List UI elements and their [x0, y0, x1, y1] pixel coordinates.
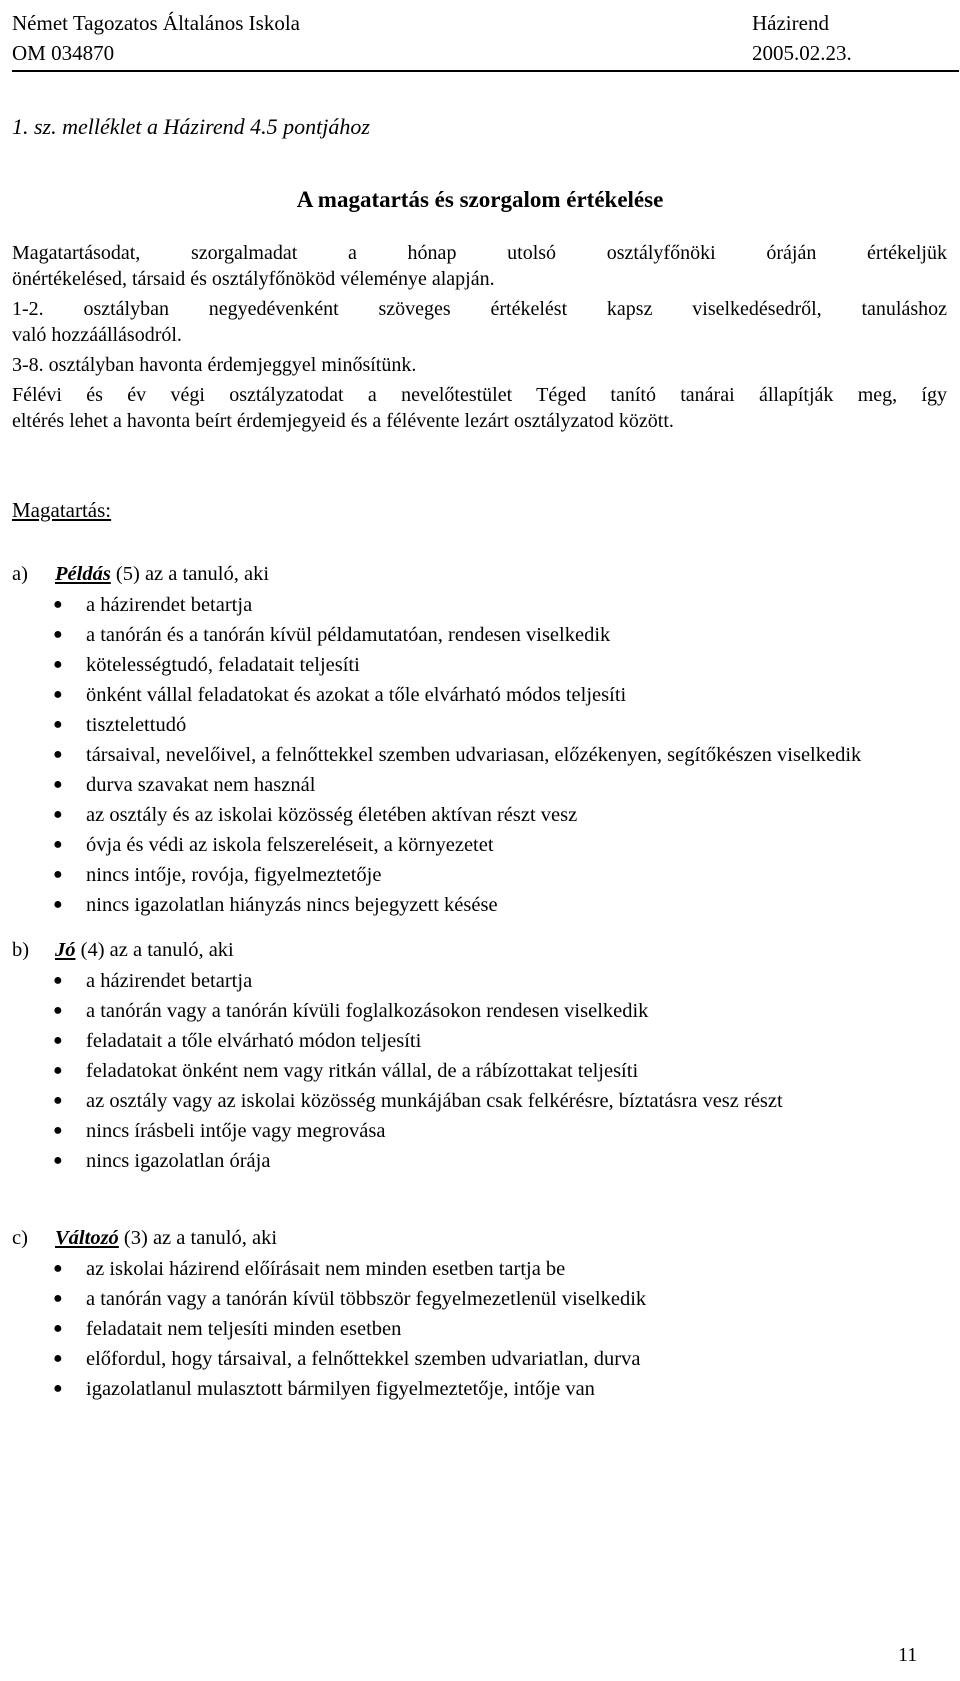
grade-heading [12, 558, 947, 590]
list-item: ● nincs igazolatlan hiányzás nincs bejegyzett késése [12, 890, 947, 920]
bullet-icon: ● [53, 1290, 63, 1307]
list-item: ● durva szavakat nem használ [12, 770, 947, 800]
list-item: ● feladatokat önként nem vagy ritkán vállal, de a rábízottakat teljesíti [12, 1056, 947, 1086]
criteria-list [12, 1254, 947, 1404]
list-item: ● kötelességtudó, feladatait teljesíti [12, 650, 947, 680]
grade-name: Változó [55, 1227, 119, 1249]
document-name: Házirend [752, 11, 829, 35]
list-item: ● az osztály vagy az iskolai közösség munkájában csak felkérésre, bíztatásra vesz részt [12, 1086, 947, 1116]
bullet-icon: ● [53, 806, 63, 823]
list-item: ● feladatait nem teljesíti minden esetben [12, 1314, 947, 1344]
bullet-icon: ● [53, 716, 63, 733]
list-item: ● a házirendet betartja [12, 590, 947, 620]
bullet-icon: ● [53, 1320, 63, 1337]
bullet-icon: ● [53, 1350, 63, 1367]
intro-line-4: való hozzáállásodról. [12, 324, 182, 346]
bullet-icon: ● [53, 596, 63, 613]
bullet-icon: ● [53, 1380, 63, 1397]
bullet-icon: ● [53, 656, 63, 673]
bullet-icon: ● [53, 626, 63, 643]
grade-letter: a) [12, 563, 28, 585]
school-name: Német Tagozatos Általános Iskola [12, 11, 300, 35]
intro-line-7: eltérés lehet a havonta beírt érdemjegyeid és a félévente lezárt osztályzatod között. [12, 410, 674, 432]
bullet-icon: ● [53, 1260, 63, 1277]
intro-line-5: 3-8. osztályban havonta érdemjeggyel minősítünk. [12, 354, 417, 376]
list-item: ● a tanórán vagy a tanórán kívül többször fegyelmezetlenül viselkedik [12, 1284, 947, 1314]
grade-letter: c) [12, 1227, 28, 1249]
page-title: A magatartás és szorgalom értékelése [296, 187, 664, 212]
intro-line-6: Félévi és év végi osztályzatodat a nevelőtestület Téged tanító tanárai állapítják meg, így [12, 384, 947, 406]
grade-heading [12, 934, 947, 966]
bullet-icon: ● [53, 776, 63, 793]
bullet-icon: ● [53, 1122, 63, 1139]
bullet-icon: ● [53, 866, 63, 883]
om-number: OM 034870 [12, 41, 115, 65]
list-item: ● előfordul, hogy társaival, a felnőttekkel szemben udvariatlan, durva [12, 1344, 947, 1374]
grade-group-good [12, 934, 947, 1176]
grade-desc: (5) az a tanuló, aki [110, 563, 270, 585]
grade-group-variable [12, 1222, 947, 1404]
grade-name: Jó [55, 939, 76, 961]
grade-heading [12, 1222, 947, 1254]
bullet-icon: ● [53, 1062, 63, 1079]
bullet-icon: ● [53, 896, 63, 913]
list-item: ● a tanórán és a tanórán kívül példamutatóan, rendesen viselkedik [12, 620, 947, 650]
list-item: ● önként vállal feladatokat és azokat a tőle elvárható módos teljesíti [12, 680, 947, 710]
document-date: 2005.02.23. [752, 41, 852, 65]
list-item: ● tisztelettudó [12, 710, 947, 740]
grade-name: Példás [55, 563, 111, 585]
bullet-icon: ● [53, 1002, 63, 1019]
grade-letter: b) [12, 939, 30, 961]
page-number: 11 [898, 1644, 918, 1666]
section-title-behavior: Magatartás: [12, 498, 112, 522]
list-item: ● óvja és védi az iskola felszereléseit, a környezetet [12, 830, 947, 860]
bullet-icon: ● [53, 1032, 63, 1049]
list-item: ● igazolatlanul mulasztott bármilyen figyelmeztetője, intője van [12, 1374, 947, 1404]
list-item: ● a házirendet betartja [12, 966, 947, 996]
page-header [12, 8, 959, 72]
annex-label: 1. sz. melléklet a Házirend 4.5 pontjához [12, 114, 370, 139]
list-item: ● nincs intője, rovója, figyelmeztetője [12, 860, 947, 890]
list-item: ● nincs írásbeli intője vagy megrovása [12, 1116, 947, 1146]
list-item: ● társaival, nevelőivel, a felnőttekkel szemben udvariasan, előzékenyen, segítőkészen viselkedik [12, 740, 947, 770]
intro-line-1: Magatartásodat, szorgalmadat a hónap utolsó osztályfőnöki óráján értékeljük [12, 242, 947, 264]
bullet-icon: ● [53, 746, 63, 763]
list-item: ● nincs igazolatlan órája [12, 1146, 947, 1176]
criteria-list [12, 966, 947, 1176]
bullet-icon: ● [53, 836, 63, 853]
bullet-icon: ● [53, 1092, 63, 1109]
bullet-icon: ● [53, 1152, 63, 1169]
grade-desc: (4) az a tanuló, aki [75, 939, 234, 961]
intro-line-2: önértékelésed, társaid és osztályfőnököd véleménye alapján. [12, 268, 495, 290]
list-item: ● a tanórán vagy a tanórán kívüli foglalkozásokon rendesen viselkedik [12, 996, 947, 1026]
criteria-list [12, 590, 947, 920]
list-item: ● az osztály és az iskolai közösség életében aktívan részt vesz [12, 800, 947, 830]
list-item: ● feladatait a tőle elvárható módon teljesíti [12, 1026, 947, 1056]
intro-line-3: 1-2. osztályban negyedévenként szöveges értékelést kapsz viselkedésedről, tanuláshoz [12, 298, 947, 320]
grade-desc: (3) az a tanuló, aki [118, 1227, 278, 1249]
bullet-icon: ● [53, 686, 63, 703]
grade-group-exemplary [12, 558, 947, 920]
list-item: ● az iskolai házirend előírásait nem minden esetben tartja be [12, 1254, 947, 1284]
bullet-icon: ● [53, 972, 63, 989]
